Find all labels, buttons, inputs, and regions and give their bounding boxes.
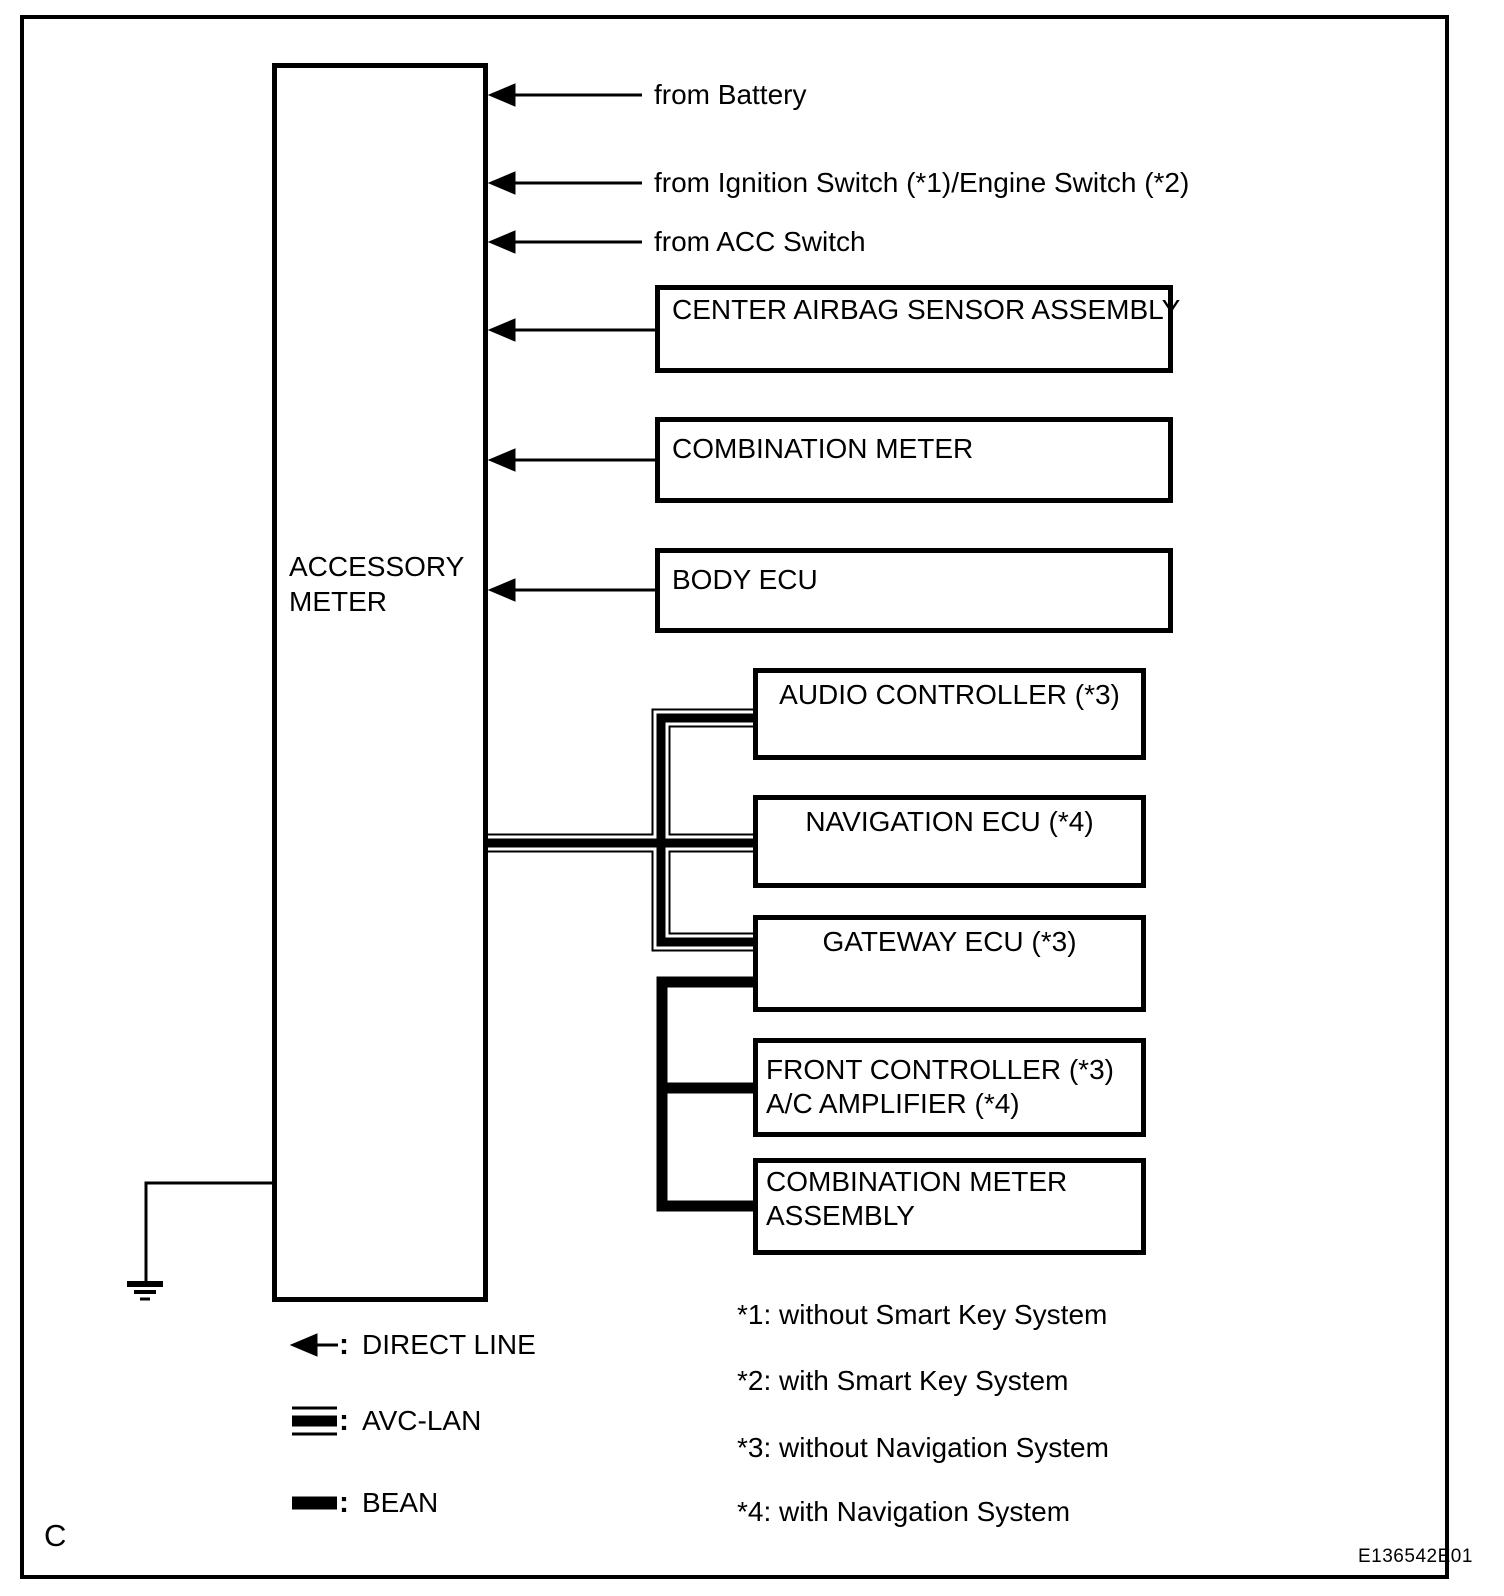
box-body-ecu: [655, 548, 1173, 633]
box-front-controller-label-line2: A/C AMPLIFIER (*4): [766, 1088, 1020, 1119]
box-combination-meter-assembly: [753, 1158, 1146, 1255]
legend-label-avc-lan: AVC-LAN: [362, 1405, 482, 1436]
accessory-meter-label: [289, 549, 464, 619]
legend-separator-avc-lan: :: [339, 1404, 349, 1437]
box-center-airbag-label: CENTER AIRBAG SENSOR ASSEMBLY: [672, 294, 1181, 325]
legend-separator-direct-line: :: [339, 1328, 349, 1361]
box-combination-meter-assembly-label-line1: COMBINATION METER: [766, 1166, 1068, 1197]
box-combination-meter-label: COMBINATION METER: [672, 433, 974, 464]
bean-bus: [662, 982, 755, 1206]
legend-avc-lan-line-icon: [292, 1408, 337, 1434]
box-navigation-ecu: [753, 795, 1146, 888]
ground-symbol: [127, 1183, 272, 1299]
accessory-meter-box: [272, 63, 488, 1302]
box-center-airbag-sensor-assembly: [655, 285, 1181, 373]
arrow-from-battery: [489, 84, 642, 106]
avc-lan-bus: [488, 718, 755, 942]
legend-direct-line-arrow-icon: [291, 1334, 338, 1356]
box-navigation-ecu-label: NAVIGATION ECU (*4): [805, 806, 1094, 837]
arrow-combination-meter: [489, 449, 657, 471]
box-combination-meter-assembly-label-line2: ASSEMBLY: [766, 1200, 915, 1231]
label-from-ignition-switch: from Ignition Switch (*1)/Engine Switch (*2): [654, 167, 1190, 198]
accessory-meter-label-line2: METER: [289, 586, 387, 617]
footnote-2: *2: with Smart Key System: [737, 1365, 1069, 1396]
accessory-meter-label-line1: ACCESSORY: [289, 551, 465, 582]
footnote-4: *4: with Navigation System: [737, 1496, 1071, 1527]
box-front-controller-ac-amplifier: [753, 1038, 1146, 1137]
label-from-acc-switch: from ACC Switch: [654, 226, 866, 257]
box-combination-meter: [655, 417, 1173, 503]
footnote-1: *1: without Smart Key System: [737, 1299, 1108, 1330]
box-gateway-ecu: [753, 915, 1146, 1012]
box-gateway-ecu-label: GATEWAY ECU (*3): [822, 926, 1077, 957]
page-marker: C: [44, 1518, 67, 1553]
box-audio-controller: [753, 668, 1146, 760]
legend-label-bean: BEAN: [362, 1487, 439, 1518]
arrow-center-airbag: [489, 319, 657, 341]
label-from-battery: from Battery: [654, 79, 807, 110]
direct-line-arrows: [489, 84, 657, 601]
legend-label-direct-line: DIRECT LINE: [362, 1329, 536, 1360]
arrow-from-acc-switch: [489, 231, 642, 253]
figure-code: E136542E01: [1358, 1546, 1473, 1567]
footnote-3: *3: without Navigation System: [737, 1432, 1109, 1463]
arrow-from-ignition-switch: [489, 172, 642, 194]
box-front-controller-label-line1: FRONT CONTROLLER (*3): [766, 1054, 1114, 1085]
box-body-ecu-label: BODY ECU: [672, 564, 818, 595]
arrow-body-ecu: [489, 579, 657, 601]
box-audio-controller-label: AUDIO CONTROLLER (*3): [779, 679, 1120, 710]
legend-separator-bean: :: [339, 1486, 349, 1519]
